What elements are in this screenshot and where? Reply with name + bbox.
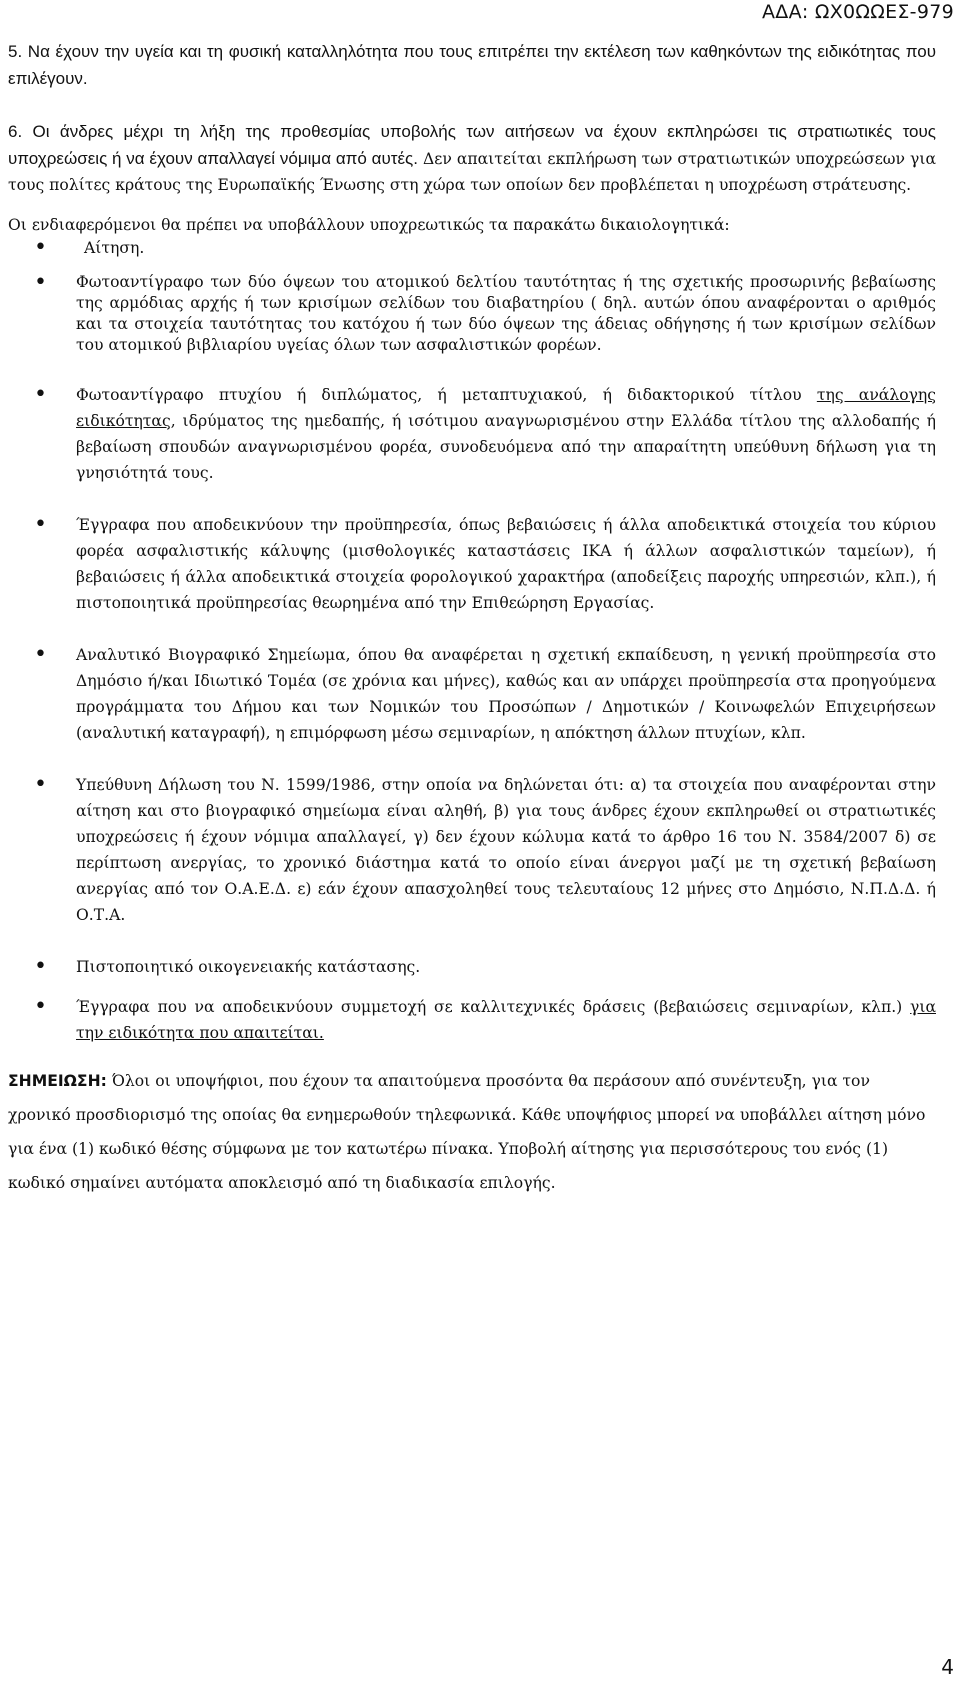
doc-item-ptyxio xyxy=(8,382,936,486)
page-number: 4 xyxy=(941,1655,954,1679)
requirement-6-exemption: Δεν απαιτείται εκπλήρωση των στρατιωτικών υποχρεώσεων για τους πολίτες κράτους της Ευρωπαϊκής Ένωσης στη χώρα των οποίων δεν προβλέπεται η υποχρέωση στράτευσης. xyxy=(8,150,936,194)
doc-ptyxio-specialty: της ανάλογης ειδικότητας xyxy=(76,386,936,430)
doc-kallitexnikes-text: Έγγραφα που να αποδεικνύουν συμμετοχή σε καλλιτεχνικές δράσεις (βεβαιώσεις σεμιναρίων, κλπ.) xyxy=(76,998,911,1016)
doc-item-oikogeneiaki: • Πιστοποιητικό οικογενειακής κατάστασης. xyxy=(8,954,936,980)
ada-code: ΑΔΑ: ΩΧ0ΩΩΕΣ-979 xyxy=(761,1,954,23)
documents-intro: Οι ενδιαφερόμενοι θα πρέπει να υποβάλλουν υποχρεωτικώς τα παρακάτω δικαιολογητικά: xyxy=(8,216,730,234)
requirement-6 xyxy=(8,118,936,198)
doc-item-aitisi: • Αίτηση. xyxy=(8,238,936,258)
doc-item-tautotita: • Φωτοαντίγραφο των δύο όψεων του ατομικού δελτίου ταυτότητας ή της σχετικής προσωρινής βεβαίωσης της αρμόδιας αρχής ή των κρισίμων σελίδων του διαβατηρίου ( δηλ. αυτών όπου αναφέρονται ο αριθμός και τα στοιχεία ταυτότητας του κατόχου ή των δύο όψεων της άδειας οδήγησης ή των κρισίμων σελίδων του ατομικού βιβλιαρίου υγείας όλων των ασφαλιστικών φορέων. xyxy=(8,272,936,356)
doc-item-kallitexnikes xyxy=(8,994,936,1046)
doc-ptyxio-rest: , ιδρύματος της ημεδαπής, ή ισότιμου αναγνωρισμένου στην Ελλάδα τίτλου της αλλοδαπής ή βεβαίωση σπουδών αναγνωρισμένου φορέα, συνοδευόμενα από την απαραίτητη υπεύθυνη δήλωση για τη γνησιότητά τους. xyxy=(76,412,936,482)
note-label: ΣΗΜΕΙΩΣΗ: xyxy=(8,1072,107,1090)
requirement-6-text: 6. Οι άνδρες μέχρι τη λήξη της προθεσμίας υποβολής των αιτήσεων να έχουν εκπληρώσει τις στρατιωτικές τους υποχρεώσεις ή να έχουν απαλλαγεί νόμιμα από αυτές. xyxy=(8,122,936,168)
requirement-5: 5. Να έχουν την υγεία και τη φυσική καταλληλότητα που τους επιτρέπει την εκτέλεση των καθηκόντων της ειδικότητας που επιλέγουν. xyxy=(8,42,936,88)
document-body xyxy=(8,38,936,1200)
doc-kallitexnikes-specialty: για την ειδικότητα που απαιτείται. xyxy=(76,998,936,1042)
doc-item-biografiko: • Αναλυτικό Βιογραφικό Σημείωμα, όπου θα αναφέρεται η σχετική εκπαίδευση, η γενική προϋπηρεσία στο Δημόσιο ή/και Ιδιωτικό Τομέα (σε χρόνια και μήνες), καθώς και αν υπάρχει προϋπηρεσία στα προηγούμενα προγράμματα του Δήμου και των Νομικών του Προσώπων / Δημοτικών / Κοινωφελών Επιχειρήσεων (αναλυτική καταγραφή), η επιμόρφωση μέσω σεμιναρίων, η απόκτηση άλλων πτυχίων, κλπ. xyxy=(8,642,936,746)
doc-item-ypeuthyni-dilosi: • Υπεύθυνη Δήλωση του Ν. 1599/1986, στην οποία να δηλώνεται ότι: α) τα στοιχεία που αναφέρονται στην αίτηση και στο βιογραφικό σημείωμα είναι αληθή, β) για τους άνδρες έχουν εκπληρωθεί οι στρατιωτικές υποχρεώσεις ή έχουν νόμιμα απαλλαγεί, γ) δεν έχουν κώλυμα κατά το άρθρο 16 του Ν. 3584/2007 δ) σε περίπτωση ανεργίας, το χρονικό διάστημα κατά το οποίο είναι άνεργοι μαζί με τη σχετική βεβαίωση ανεργίας από τον Ο.Α.Ε.Δ. ε) εάν έχουν απασχοληθεί τους τελευταίους 12 μήνες στο Δημόσιο, Ν.Π.Δ.Δ. ή Ο.Τ.Α. xyxy=(8,772,936,928)
note-paragraph xyxy=(8,1064,936,1200)
note-text: Όλοι οι υποψήφιοι, που έχουν τα απαιτούμενα προσόντα θα περάσουν από συνέντευξη, για τον χρονικό προσδιορισμό της οποίας θα ενημερωθούν τηλεφωνικά. Κάθε υποψήφιος μπορεί να υποβάλλει αίτηση μόνο για ένα (1) κωδικό θέσης σύμφωνα με τον κατωτέρω πίνακα. Υποβολή αίτησης για περισσότερους του ενός (1) κωδικό σημαίνει αυτόματα αποκλεισμό από τη διαδικασία επιλογής. xyxy=(8,1072,926,1192)
doc-item-proyphresia: • Έγγραφα που αποδεικνύουν την προϋπηρεσία, όπως βεβαιώσεις ή άλλα αποδεικτικά στοιχεία του κύριου φορέα ασφαλιστικής κάλυψης (μισθολογικές καταστάσεις ΙΚΑ ή άλλων ασφαλιστικών ταμείων), ή βεβαιώσεις ή άλλα αποδεικτικά στοιχεία φορολογικού χαρακτήρα (αποδείξεις παροχής υπηρεσιών, κλπ.), ή πιστοποιητικά προϋπηρεσίας θεωρημένα από την Επιθεώρηση Εργασίας. xyxy=(8,512,936,616)
doc-ptyxio-text: Φωτοαντίγραφο πτυχίου ή διπλώματος, ή μεταπτυχιακού, ή διδακτορικού τίτλου xyxy=(76,386,817,404)
